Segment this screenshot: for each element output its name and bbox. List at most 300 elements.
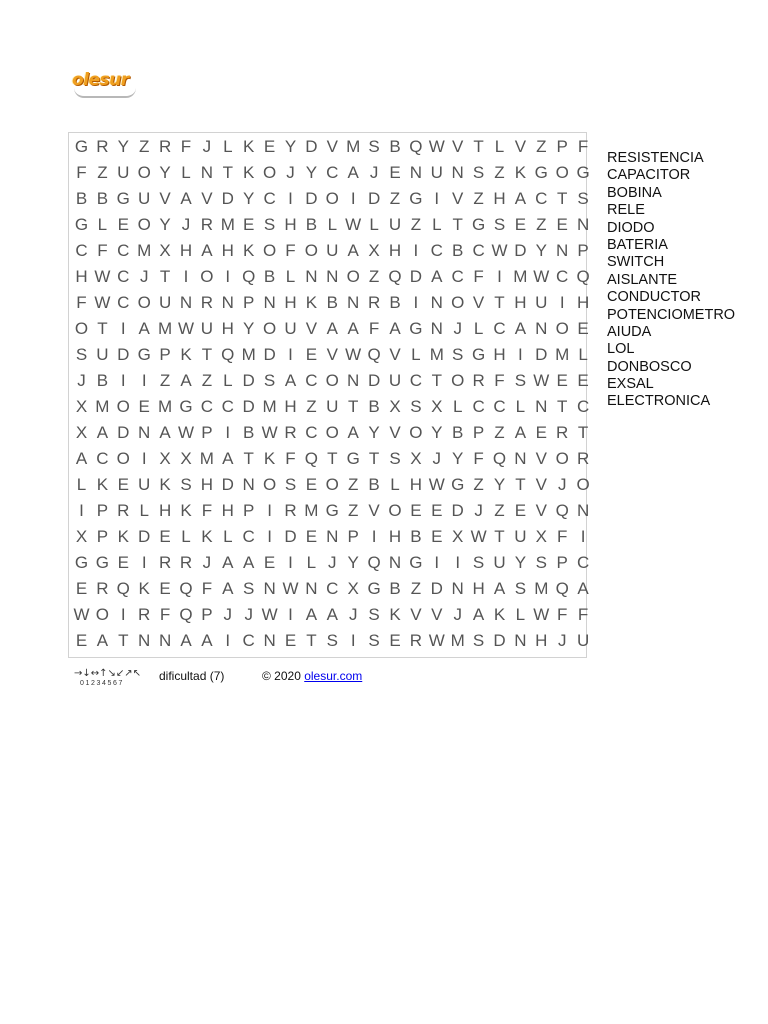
grid-cell[interactable]: H <box>576 293 590 312</box>
grid-cell[interactable]: N <box>200 163 214 182</box>
grid-cell[interactable]: L <box>76 475 87 494</box>
grid-cell[interactable]: L <box>97 215 108 234</box>
grid-cell[interactable]: W <box>345 345 362 364</box>
grid-cell[interactable]: I <box>413 293 419 312</box>
grid-cell[interactable]: Z <box>159 371 171 390</box>
grid-cell[interactable]: H <box>158 501 172 520</box>
grid-cell[interactable]: E <box>431 527 443 546</box>
grid-cell[interactable]: V <box>389 423 401 442</box>
grid-cell[interactable]: M <box>304 501 319 520</box>
grid-cell[interactable]: L <box>285 267 296 286</box>
grid-cell[interactable]: Z <box>138 137 150 156</box>
grid-cell[interactable]: I <box>225 423 231 442</box>
grid-cell[interactable]: S <box>472 553 485 572</box>
grid-cell[interactable]: K <box>159 475 171 494</box>
grid-cell[interactable]: A <box>347 241 359 260</box>
grid-cell[interactable]: G <box>409 319 423 338</box>
grid-cell[interactable]: X <box>180 449 192 468</box>
grid-cell[interactable]: Z <box>368 267 380 286</box>
grid-cell[interactable]: Y <box>243 189 255 208</box>
grid-cell[interactable]: O <box>262 163 277 182</box>
grid-cell[interactable]: N <box>263 293 276 312</box>
grid-cell[interactable]: V <box>431 605 443 624</box>
grid-cell[interactable]: N <box>576 501 590 520</box>
grid-cell[interactable]: I <box>350 631 356 650</box>
grid-cell[interactable]: B <box>452 241 464 260</box>
grid-cell[interactable]: V <box>326 345 338 364</box>
grid-cell[interactable]: H <box>409 475 423 494</box>
grid-cell[interactable]: T <box>515 475 526 494</box>
grid-cell[interactable]: P <box>96 501 109 520</box>
grid-cell[interactable]: Q <box>179 579 193 598</box>
grid-cell[interactable]: H <box>284 293 297 312</box>
grid-cell[interactable]: E <box>117 553 129 572</box>
grid-cell[interactable]: D <box>263 345 276 364</box>
grid-cell[interactable]: R <box>179 553 193 572</box>
grid-cell[interactable]: N <box>305 267 318 286</box>
grid-cell[interactable]: X <box>368 241 380 260</box>
grid-cell[interactable]: X <box>159 241 171 260</box>
grid-cell[interactable]: M <box>450 631 465 650</box>
grid-cell[interactable]: Q <box>555 501 569 520</box>
grid-cell[interactable]: R <box>556 423 569 442</box>
grid-cell[interactable]: X <box>347 579 359 598</box>
grid-cell[interactable]: H <box>221 501 234 520</box>
grid-cell[interactable]: W <box>533 371 550 390</box>
grid-cell[interactable]: H <box>472 579 485 598</box>
grid-cell[interactable]: I <box>350 189 356 208</box>
grid-cell[interactable]: D <box>514 241 527 260</box>
grid-cell[interactable]: V <box>201 189 213 208</box>
grid-cell[interactable]: H <box>179 241 193 260</box>
grid-cell[interactable]: W <box>533 267 550 286</box>
grid-cell[interactable]: Z <box>347 475 359 494</box>
grid-cell[interactable]: S <box>368 605 380 624</box>
grid-cell[interactable]: M <box>199 449 214 468</box>
grid-cell[interactable]: I <box>267 501 272 520</box>
grid-cell[interactable]: Y <box>493 475 506 494</box>
grid-cell[interactable]: A <box>514 319 527 338</box>
grid-cell[interactable]: F <box>201 501 213 520</box>
grid-cell[interactable]: Z <box>473 475 484 494</box>
grid-cell[interactable]: I <box>518 345 523 364</box>
grid-cell[interactable]: B <box>368 475 380 494</box>
grid-cell[interactable]: O <box>346 267 360 286</box>
grid-cell[interactable]: N <box>514 631 527 650</box>
grid-cell[interactable]: O <box>555 319 569 338</box>
grid-cell[interactable]: Z <box>389 189 401 208</box>
grid-cell[interactable]: Q <box>367 553 381 572</box>
grid-cell[interactable]: L <box>223 137 233 156</box>
grid-cell[interactable]: B <box>243 423 255 442</box>
grid-cell[interactable]: A <box>577 579 589 598</box>
grid-cell[interactable]: Q <box>409 137 423 156</box>
grid-cell[interactable]: S <box>180 475 192 494</box>
grid-cell[interactable]: V <box>535 501 547 520</box>
grid-cell[interactable]: C <box>451 267 464 286</box>
grid-cell[interactable]: T <box>494 527 505 546</box>
grid-cell[interactable]: G <box>576 163 590 182</box>
grid-cell[interactable]: K <box>180 501 192 520</box>
grid-cell[interactable]: C <box>117 267 130 286</box>
grid-cell[interactable]: P <box>347 527 359 546</box>
grid-cell[interactable]: S <box>514 371 527 390</box>
grid-cell[interactable]: F <box>285 241 296 260</box>
grid-cell[interactable]: M <box>555 345 570 364</box>
grid-cell[interactable]: G <box>325 501 339 520</box>
grid-cell[interactable]: R <box>96 137 109 156</box>
grid-cell[interactable]: T <box>97 319 108 338</box>
grid-cell[interactable]: W <box>428 475 445 494</box>
grid-cell[interactable]: S <box>472 631 485 650</box>
grid-cell[interactable]: U <box>514 527 527 546</box>
grid-cell[interactable]: K <box>201 527 213 546</box>
grid-cell[interactable]: W <box>491 241 508 260</box>
grid-cell[interactable]: Y <box>535 241 547 260</box>
grid-cell[interactable]: N <box>326 527 339 546</box>
grid-cell[interactable]: T <box>222 163 233 182</box>
grid-cell[interactable]: A <box>222 579 234 598</box>
grid-cell[interactable]: I <box>267 527 272 546</box>
grid-cell[interactable]: Y <box>514 553 527 572</box>
grid-cell[interactable]: Y <box>117 137 129 156</box>
grid-cell[interactable]: E <box>159 527 171 546</box>
grid-cell[interactable]: F <box>201 579 213 598</box>
grid-cell[interactable]: L <box>494 137 505 156</box>
grid-cell[interactable]: L <box>223 527 233 546</box>
grid-cell[interactable]: A <box>305 605 318 624</box>
grid-cell[interactable]: F <box>76 293 87 312</box>
grid-cell[interactable]: G <box>346 449 360 468</box>
grid-cell[interactable]: E <box>389 163 401 182</box>
grid-cell[interactable]: X <box>452 527 464 546</box>
grid-cell[interactable]: N <box>138 423 151 442</box>
grid-cell[interactable]: G <box>116 189 130 208</box>
grid-cell[interactable]: S <box>493 215 506 234</box>
grid-cell[interactable]: N <box>430 319 443 338</box>
grid-cell[interactable]: N <box>221 293 234 312</box>
grid-cell[interactable]: T <box>556 397 568 416</box>
grid-cell[interactable]: Z <box>97 163 108 182</box>
grid-cell[interactable]: A <box>326 605 338 624</box>
grid-cell[interactable]: G <box>137 345 151 364</box>
grid-cell[interactable]: N <box>451 579 464 598</box>
grid-cell[interactable]: L <box>452 397 463 416</box>
grid-cell[interactable]: N <box>535 397 548 416</box>
grid-cell[interactable]: R <box>409 631 423 650</box>
grid-cell[interactable]: D <box>367 189 381 208</box>
grid-cell[interactable]: G <box>534 163 548 182</box>
grid-cell[interactable]: T <box>306 631 317 650</box>
grid-cell[interactable]: C <box>305 371 318 390</box>
grid-cell[interactable]: I <box>580 527 586 546</box>
grid-cell[interactable]: Y <box>452 449 464 468</box>
grid-cell[interactable]: M <box>158 397 173 416</box>
grid-cell[interactable]: A <box>431 267 443 286</box>
grid-cell[interactable]: D <box>430 579 443 598</box>
grid-cell[interactable]: K <box>180 345 192 364</box>
grid-cell[interactable]: A <box>326 319 338 338</box>
grid-cell[interactable]: P <box>472 423 485 442</box>
grid-cell[interactable]: O <box>116 397 130 416</box>
grid-cell[interactable]: T <box>159 267 171 286</box>
grid-cell[interactable]: J <box>348 605 358 624</box>
grid-cell[interactable]: E <box>577 371 589 390</box>
grid-cell[interactable]: L <box>306 553 317 572</box>
grid-cell[interactable]: C <box>493 397 506 416</box>
grid-cell[interactable]: L <box>181 527 191 546</box>
grid-cell[interactable]: D <box>305 137 318 156</box>
grid-cell[interactable]: D <box>535 345 548 364</box>
grid-cell[interactable]: W <box>177 423 195 442</box>
grid-cell[interactable]: J <box>474 501 483 520</box>
grid-cell[interactable]: N <box>242 475 255 494</box>
grid-cell[interactable]: D <box>138 527 151 546</box>
grid-cell[interactable]: U <box>117 163 130 182</box>
grid-cell[interactable]: C <box>430 241 443 260</box>
grid-cell[interactable]: T <box>452 215 463 234</box>
grid-cell[interactable]: I <box>413 241 419 260</box>
grid-cell[interactable]: D <box>367 371 381 390</box>
grid-cell[interactable]: E <box>263 137 276 156</box>
grid-cell[interactable]: K <box>243 241 255 260</box>
grid-cell[interactable]: N <box>430 293 443 312</box>
grid-cell[interactable]: M <box>95 397 110 416</box>
grid-cell[interactable]: Z <box>410 215 422 234</box>
grid-cell[interactable]: Z <box>306 397 317 416</box>
grid-cell[interactable]: S <box>535 553 547 572</box>
grid-cell[interactable]: C <box>263 189 276 208</box>
grid-cell[interactable]: D <box>305 189 318 208</box>
grid-cell[interactable]: Q <box>576 267 590 286</box>
grid-cell[interactable]: C <box>493 319 506 338</box>
grid-cell[interactable]: L <box>578 345 588 364</box>
grid-cell[interactable]: X <box>389 397 401 416</box>
grid-cell[interactable]: G <box>409 189 423 208</box>
grid-cell[interactable]: A <box>347 319 359 338</box>
grid-cell[interactable]: I <box>288 553 293 572</box>
grid-cell[interactable]: A <box>96 631 109 650</box>
grid-cell[interactable]: S <box>243 579 255 598</box>
grid-cell[interactable]: K <box>263 449 276 468</box>
grid-cell[interactable]: E <box>410 501 422 520</box>
grid-cell[interactable]: S <box>472 163 485 182</box>
grid-cell[interactable]: H <box>388 241 402 260</box>
grid-cell[interactable]: E <box>514 215 527 234</box>
grid-cell[interactable]: O <box>325 189 339 208</box>
grid-cell[interactable]: P <box>201 423 213 442</box>
grid-cell[interactable]: C <box>117 241 130 260</box>
grid-cell[interactable]: N <box>576 215 590 234</box>
grid-cell[interactable]: R <box>472 371 485 390</box>
grid-cell[interactable]: P <box>556 553 568 572</box>
grid-cell[interactable]: E <box>305 345 318 364</box>
grid-cell[interactable]: X <box>75 527 88 546</box>
grid-cell[interactable]: O <box>325 475 339 494</box>
grid-cell[interactable]: G <box>74 215 89 234</box>
grid-cell[interactable]: O <box>409 423 423 442</box>
grid-cell[interactable]: W <box>282 579 299 598</box>
grid-cell[interactable]: Z <box>536 137 547 156</box>
grid-cell[interactable]: F <box>473 449 484 468</box>
grid-cell[interactable]: I <box>141 553 147 572</box>
grid-cell[interactable]: U <box>430 163 443 182</box>
grid-cell[interactable]: I <box>288 345 293 364</box>
grid-cell[interactable]: C <box>326 579 339 598</box>
grid-cell[interactable]: V <box>535 449 547 468</box>
grid-cell[interactable]: M <box>262 397 277 416</box>
grid-cell[interactable]: S <box>263 215 276 234</box>
grid-cell[interactable]: I <box>141 449 147 468</box>
grid-cell[interactable]: I <box>141 371 147 390</box>
grid-cell[interactable]: H <box>200 475 214 494</box>
grid-cell[interactable]: H <box>221 241 234 260</box>
grid-cell[interactable]: X <box>75 423 88 442</box>
grid-cell[interactable]: F <box>368 319 380 338</box>
grid-cell[interactable]: J <box>202 553 212 572</box>
olesur-link[interactable]: olesur.com <box>304 669 363 683</box>
grid-cell[interactable]: O <box>200 267 214 286</box>
grid-cell[interactable]: R <box>576 449 590 468</box>
grid-cell[interactable]: B <box>326 293 338 312</box>
grid-cell[interactable]: B <box>305 215 318 234</box>
grid-cell[interactable]: Y <box>159 215 171 234</box>
grid-cell[interactable]: W <box>345 215 362 234</box>
grid-cell[interactable]: J <box>244 605 253 624</box>
grid-cell[interactable]: V <box>452 189 464 208</box>
grid-cell[interactable]: J <box>286 163 295 182</box>
grid-cell[interactable]: M <box>346 137 361 156</box>
grid-cell[interactable]: M <box>137 241 152 260</box>
grid-cell[interactable]: C <box>117 293 130 312</box>
grid-cell[interactable]: J <box>202 137 212 156</box>
grid-cell[interactable]: I <box>371 527 377 546</box>
grid-cell[interactable]: S <box>368 631 380 650</box>
grid-cell[interactable]: A <box>347 163 359 182</box>
grid-cell[interactable]: X <box>75 397 88 416</box>
grid-cell[interactable]: C <box>200 397 214 416</box>
grid-cell[interactable]: F <box>76 163 87 182</box>
grid-cell[interactable]: L <box>327 215 338 234</box>
grid-cell[interactable]: F <box>577 137 589 156</box>
grid-cell[interactable]: Y <box>431 423 443 442</box>
grid-cell[interactable]: V <box>535 475 547 494</box>
grid-cell[interactable]: W <box>261 423 278 442</box>
grid-cell[interactable]: Y <box>305 163 318 182</box>
grid-cell[interactable]: F <box>556 605 568 624</box>
grid-cell[interactable]: N <box>451 163 464 182</box>
grid-cell[interactable]: W <box>261 605 278 624</box>
grid-cell[interactable]: U <box>284 319 297 338</box>
grid-cell[interactable]: D <box>221 189 234 208</box>
grid-cell[interactable]: J <box>557 631 567 650</box>
grid-cell[interactable]: O <box>262 319 277 338</box>
grid-cell[interactable]: I <box>225 631 231 650</box>
grid-cell[interactable]: Z <box>536 215 547 234</box>
grid-cell[interactable]: C <box>221 397 234 416</box>
grid-cell[interactable]: S <box>577 189 589 208</box>
grid-cell[interactable]: U <box>535 293 548 312</box>
grid-cell[interactable]: S <box>75 345 88 364</box>
grid-cell[interactable]: S <box>452 345 464 364</box>
grid-cell[interactable]: A <box>222 449 234 468</box>
grid-cell[interactable]: R <box>96 579 109 598</box>
grid-cell[interactable]: Q <box>555 579 569 598</box>
grid-cell[interactable]: C <box>242 527 255 546</box>
grid-cell[interactable]: N <box>388 553 402 572</box>
grid-cell[interactable]: C <box>472 397 485 416</box>
grid-cell[interactable]: C <box>326 163 339 182</box>
grid-cell[interactable]: D <box>117 345 130 364</box>
grid-cell[interactable]: B <box>389 137 401 156</box>
grid-cell[interactable]: Z <box>494 501 505 520</box>
grid-cell[interactable]: N <box>138 631 151 650</box>
grid-cell[interactable]: R <box>138 605 151 624</box>
grid-cell[interactable]: Z <box>201 371 213 390</box>
grid-cell[interactable]: E <box>389 631 401 650</box>
grid-cell[interactable]: H <box>75 267 88 286</box>
grid-cell[interactable]: K <box>493 605 506 624</box>
grid-cell[interactable]: E <box>117 215 129 234</box>
grid-cell[interactable]: U <box>326 397 339 416</box>
grid-cell[interactable]: V <box>326 137 338 156</box>
grid-cell[interactable]: E <box>556 215 568 234</box>
grid-cell[interactable]: H <box>284 397 297 416</box>
grid-cell[interactable]: A <box>222 553 234 572</box>
grid-cell[interactable]: B <box>389 579 401 598</box>
grid-cell[interactable]: A <box>347 423 359 442</box>
grid-cell[interactable]: H <box>284 215 297 234</box>
grid-cell[interactable]: T <box>347 397 359 416</box>
grid-cell[interactable]: R <box>200 293 214 312</box>
grid-cell[interactable]: R <box>284 423 297 442</box>
grid-cell[interactable]: S <box>368 137 380 156</box>
grid-cell[interactable]: O <box>451 371 465 390</box>
grid-cell[interactable]: N <box>535 319 548 338</box>
grid-cell[interactable]: O <box>451 293 465 312</box>
grid-cell[interactable]: L <box>369 215 379 234</box>
grid-cell[interactable]: B <box>75 189 88 208</box>
grid-cell[interactable]: U <box>493 553 506 572</box>
grid-cell[interactable]: E <box>263 553 276 572</box>
grid-cell[interactable]: O <box>325 423 339 442</box>
grid-cell[interactable]: J <box>453 605 462 624</box>
grid-cell[interactable]: A <box>138 319 150 338</box>
grid-cell[interactable]: P <box>243 501 255 520</box>
grid-cell[interactable]: R <box>158 137 172 156</box>
grid-cell[interactable]: M <box>513 267 528 286</box>
grid-cell[interactable]: I <box>183 267 189 286</box>
grid-cell[interactable]: R <box>367 293 381 312</box>
grid-cell[interactable]: E <box>431 501 443 520</box>
grid-cell[interactable]: Y <box>159 163 171 182</box>
grid-cell[interactable]: E <box>577 319 589 338</box>
grid-cell[interactable]: B <box>389 293 401 312</box>
grid-cell[interactable]: B <box>368 397 380 416</box>
grid-cell[interactable]: Z <box>494 163 505 182</box>
grid-cell[interactable]: F <box>556 527 568 546</box>
grid-cell[interactable]: O <box>555 163 569 182</box>
grid-cell[interactable]: T <box>494 293 505 312</box>
grid-cell[interactable]: X <box>159 449 171 468</box>
grid-cell[interactable]: X <box>410 449 422 468</box>
grid-cell[interactable]: K <box>96 475 109 494</box>
grid-cell[interactable]: E <box>284 631 297 650</box>
grid-cell[interactable]: W <box>470 527 487 546</box>
grid-cell[interactable]: D <box>284 527 297 546</box>
grid-cell[interactable]: U <box>138 189 151 208</box>
grid-cell[interactable]: N <box>514 449 527 468</box>
